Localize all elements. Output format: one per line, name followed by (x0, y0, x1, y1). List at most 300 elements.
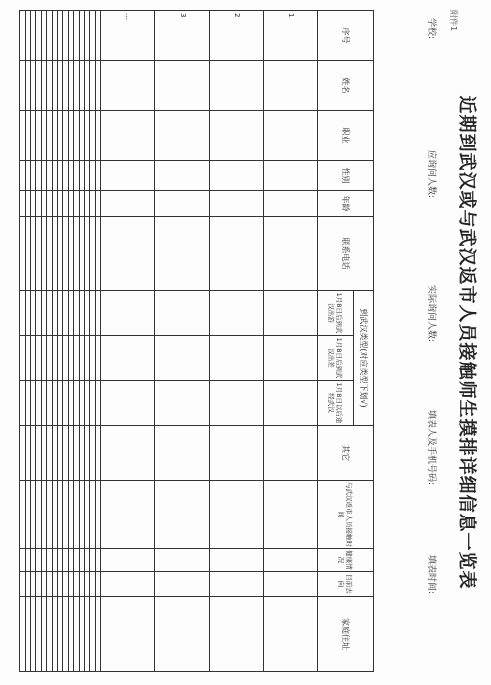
table-cell (41, 336, 46, 381)
table-cell (52, 111, 57, 161)
table-row (90, 11, 95, 672)
table-cell (36, 111, 41, 161)
table-cell (209, 597, 263, 672)
table-cell (20, 291, 26, 336)
row-seq-cell (20, 11, 26, 61)
table-cell (74, 426, 79, 481)
row-seq-cell (68, 11, 73, 61)
table-cell (90, 597, 95, 672)
table-cell (263, 549, 317, 572)
actual-count-label: 实际询问人数: (426, 285, 436, 343)
table-cell (52, 481, 57, 549)
table-cell (63, 336, 68, 381)
table-cell (47, 191, 52, 217)
table-cell (263, 161, 317, 191)
table-cell (20, 336, 26, 381)
table-cell (101, 217, 155, 291)
table-cell (58, 549, 63, 572)
table-cell (41, 291, 46, 336)
table-cell (101, 111, 155, 161)
table-cell (85, 161, 90, 191)
table-cell (101, 61, 155, 111)
table-cell (58, 217, 63, 291)
table-cell (263, 111, 317, 161)
table-cell (31, 291, 36, 336)
table-row (36, 11, 41, 672)
table-cell (209, 111, 263, 161)
table-cell (68, 61, 73, 111)
table-cell (85, 336, 90, 381)
header-type-2: 1月8日后到武汉出差 (318, 336, 354, 381)
table-cell (74, 381, 79, 426)
table-cell (74, 549, 79, 572)
table-cell (63, 61, 68, 111)
table-cell (52, 597, 57, 672)
table-cell (20, 426, 26, 481)
table-cell (52, 291, 57, 336)
table-cell (90, 336, 95, 381)
table-cell (41, 426, 46, 481)
row-seq-cell (36, 11, 41, 61)
table-cell (74, 597, 79, 672)
table-cell (85, 572, 90, 597)
table-cell (52, 549, 57, 572)
row-seq-cell (95, 11, 100, 61)
table-cell (155, 291, 209, 336)
table-cell (74, 572, 79, 597)
table-cell (85, 481, 90, 549)
table-cell (95, 291, 100, 336)
table-cell (263, 597, 317, 672)
table-cell (79, 111, 84, 161)
table-cell (52, 161, 57, 191)
table-cell (90, 381, 95, 426)
table-cell (101, 572, 155, 597)
table-cell (85, 191, 90, 217)
table-cell (74, 217, 79, 291)
table-cell (41, 572, 46, 597)
table-cell (52, 426, 57, 481)
table-cell (58, 572, 63, 597)
table-cell (58, 291, 63, 336)
table-cell (79, 161, 84, 191)
table-cell (74, 61, 79, 111)
table-cell (31, 191, 36, 217)
table-cell (209, 61, 263, 111)
table-cell (68, 481, 73, 549)
table-cell (31, 572, 36, 597)
header-whereabouts: 目前去向 (318, 572, 374, 597)
row-seq-cell: 2 (209, 11, 263, 61)
table-cell (68, 291, 73, 336)
header-contact-time: 与武汉返市人员接触时间 (318, 481, 374, 549)
table-cell (68, 572, 73, 597)
table-cell (155, 549, 209, 572)
table-row (25, 11, 30, 672)
row-seq-cell (90, 11, 95, 61)
row-seq-cell (41, 11, 46, 61)
table-cell (74, 481, 79, 549)
table-cell (47, 111, 52, 161)
table-cell (101, 426, 155, 481)
table-cell (63, 426, 68, 481)
table-cell (58, 191, 63, 217)
table-cell (20, 217, 26, 291)
table-cell (95, 572, 100, 597)
row-seq-cell (74, 11, 79, 61)
table-cell (31, 336, 36, 381)
table-cell (20, 381, 26, 426)
table-cell (155, 191, 209, 217)
table-cell (47, 481, 52, 549)
table-cell (209, 381, 263, 426)
table-cell (68, 426, 73, 481)
table-cell (95, 161, 100, 191)
table-cell (101, 161, 155, 191)
table-cell (31, 549, 36, 572)
row-seq-cell: 3 (155, 11, 209, 61)
table-cell (85, 61, 90, 111)
table-cell (90, 191, 95, 217)
table-cell (36, 336, 41, 381)
table-cell (79, 572, 84, 597)
table-cell (31, 381, 36, 426)
table-cell (101, 191, 155, 217)
table-cell (90, 549, 95, 572)
table-cell (79, 597, 84, 672)
table-cell (36, 161, 41, 191)
table-cell (263, 572, 317, 597)
table-cell (36, 291, 41, 336)
table-cell (209, 291, 263, 336)
table-cell (79, 217, 84, 291)
table-row (20, 11, 26, 672)
table-cell (263, 291, 317, 336)
table-cell (25, 481, 30, 549)
table-cell (25, 111, 30, 161)
table-cell (20, 161, 26, 191)
table-cell (79, 426, 84, 481)
header-occupation: 职业 (318, 111, 374, 161)
table-cell (25, 426, 30, 481)
table-cell (79, 291, 84, 336)
table-cell (85, 597, 90, 672)
table-cell (90, 61, 95, 111)
table-cell (209, 572, 263, 597)
table-cell (95, 61, 100, 111)
table-row (263, 11, 317, 672)
table-cell (155, 111, 209, 161)
row-seq-cell (31, 11, 36, 61)
table-cell (31, 111, 36, 161)
table-cell (20, 549, 26, 572)
table-cell (52, 381, 57, 426)
table-cell (79, 336, 84, 381)
row-seq-cell: … (101, 11, 155, 61)
table-cell (90, 111, 95, 161)
table-cell (79, 481, 84, 549)
table-row (209, 11, 263, 672)
table-cell (63, 291, 68, 336)
table-cell (58, 597, 63, 672)
table-cell (25, 549, 30, 572)
table-cell (52, 572, 57, 597)
should-count-label: 应询问人数: (426, 150, 436, 199)
table-cell (25, 291, 30, 336)
table-cell (31, 597, 36, 672)
table-cell (263, 61, 317, 111)
table-body (20, 11, 318, 672)
table-cell (25, 381, 30, 426)
table-cell (20, 191, 26, 217)
table-cell (209, 161, 263, 191)
table-cell (155, 481, 209, 549)
table-cell (58, 161, 63, 191)
table-cell (68, 597, 73, 672)
table-cell (85, 426, 90, 481)
row-seq-cell (63, 11, 68, 61)
table-cell (52, 61, 57, 111)
table-cell (101, 291, 155, 336)
row-seq-cell (47, 11, 52, 61)
school-label: 学校: (426, 18, 436, 40)
table-cell (47, 381, 52, 426)
table-cell (36, 61, 41, 111)
table-cell (155, 597, 209, 672)
row-seq-cell: 1 (263, 11, 317, 61)
table-cell (79, 61, 84, 111)
table-cell (47, 597, 52, 672)
table-cell (58, 336, 63, 381)
table-cell (209, 426, 263, 481)
table-cell (31, 481, 36, 549)
table-cell (68, 191, 73, 217)
header-seq: 序号 (318, 11, 374, 61)
table-cell (31, 426, 36, 481)
table-cell (36, 572, 41, 597)
table-cell (20, 61, 26, 111)
table-cell (63, 381, 68, 426)
table-cell (36, 426, 41, 481)
table-cell (95, 336, 100, 381)
header-health: 健康情况 (318, 549, 374, 572)
table-cell (85, 217, 90, 291)
header-age: 年龄 (318, 191, 374, 217)
table-cell (263, 481, 317, 549)
table-cell (85, 549, 90, 572)
table-cell (95, 481, 100, 549)
document-title: 近期到武汉或与武汉返市人员接触师生摸排详细信息一览表 (456, 95, 477, 590)
table-cell (25, 572, 30, 597)
table-cell (52, 217, 57, 291)
table-cell (68, 217, 73, 291)
table-cell (79, 191, 84, 217)
table-cell (90, 481, 95, 549)
table-cell (52, 336, 57, 381)
table-cell (41, 111, 46, 161)
table-row (79, 11, 84, 672)
table-cell (90, 161, 95, 191)
row-seq-cell (79, 11, 84, 61)
table-cell (25, 597, 30, 672)
table-cell (41, 597, 46, 672)
table-cell (68, 111, 73, 161)
row-seq-cell (25, 11, 30, 61)
header-phone: 联系电话 (318, 217, 374, 291)
table-cell (47, 217, 52, 291)
table-cell (68, 549, 73, 572)
table-cell (74, 191, 79, 217)
table-cell (74, 291, 79, 336)
table-cell (25, 336, 30, 381)
table-cell (155, 381, 209, 426)
table-cell (63, 572, 68, 597)
table-cell (263, 191, 317, 217)
table-cell (47, 61, 52, 111)
table-cell (95, 111, 100, 161)
table-cell (47, 549, 52, 572)
table-cell (63, 111, 68, 161)
table-cell (25, 161, 30, 191)
table-cell (90, 572, 95, 597)
table-cell (47, 336, 52, 381)
table-cell (74, 161, 79, 191)
table-cell (31, 217, 36, 291)
table-cell (63, 549, 68, 572)
table-cell (25, 191, 30, 217)
table-cell (79, 381, 84, 426)
table-cell (47, 572, 52, 597)
table-cell (95, 217, 100, 291)
table-cell (41, 549, 46, 572)
table-cell (95, 381, 100, 426)
table-row (63, 11, 68, 672)
fill-time-label: 填表时间: (426, 555, 436, 595)
table-row (74, 11, 79, 672)
table-cell (63, 597, 68, 672)
table-cell (20, 597, 26, 672)
table-cell (74, 111, 79, 161)
table-cell (95, 426, 100, 481)
table-cell (63, 191, 68, 217)
table-cell (74, 336, 79, 381)
table-cell (209, 549, 263, 572)
table-cell (36, 217, 41, 291)
table-cell (85, 381, 90, 426)
table-cell (20, 111, 26, 161)
table-cell (58, 381, 63, 426)
table-cell (31, 61, 36, 111)
table-cell (263, 381, 317, 426)
table-row (31, 11, 36, 672)
table-cell (155, 161, 209, 191)
table-cell (58, 61, 63, 111)
table-cell (101, 549, 155, 572)
table-cell (79, 549, 84, 572)
table-cell (25, 217, 30, 291)
table-row (155, 11, 209, 672)
table-cell (68, 336, 73, 381)
table-cell (68, 381, 73, 426)
table-cell (41, 381, 46, 426)
header-type-1: 1月8日后到武汉出游 (318, 291, 354, 336)
table-cell (155, 61, 209, 111)
table-cell (95, 191, 100, 217)
table-cell (36, 381, 41, 426)
table-cell (68, 161, 73, 191)
header-type-group: 到武汉类型(对应类型下划√) (354, 291, 374, 426)
table-cell (47, 161, 52, 191)
table-cell (209, 336, 263, 381)
table-cell (95, 597, 100, 672)
table-cell (101, 336, 155, 381)
table-cell (95, 549, 100, 572)
table-cell (36, 481, 41, 549)
table-cell (155, 572, 209, 597)
table-cell (209, 481, 263, 549)
table-cell (263, 336, 317, 381)
info-table (19, 10, 374, 672)
table-row (52, 11, 57, 672)
table-row (101, 11, 155, 672)
table-cell (41, 481, 46, 549)
annex-label: 附件1 (449, 10, 458, 32)
table-cell (155, 217, 209, 291)
table-cell (63, 217, 68, 291)
table-cell (58, 426, 63, 481)
header-address: 家庭住址 (318, 597, 374, 672)
table-cell (58, 481, 63, 549)
table-cell (63, 161, 68, 191)
table-cell (20, 572, 26, 597)
table-cell (101, 381, 155, 426)
row-seq-cell (52, 11, 57, 61)
table-cell (25, 61, 30, 111)
table-cell (52, 191, 57, 217)
filler-phone-label: 填表人及手机号码: (426, 410, 436, 486)
table-cell (36, 549, 41, 572)
table-cell (41, 61, 46, 111)
table-cell (101, 597, 155, 672)
table-cell (209, 191, 263, 217)
table-cell (20, 481, 26, 549)
table-cell (85, 291, 90, 336)
table-cell (155, 426, 209, 481)
table-cell (155, 336, 209, 381)
table-cell (263, 217, 317, 291)
header-name: 姓名 (318, 61, 374, 111)
table-cell (209, 217, 263, 291)
header-gender: 性别 (318, 161, 374, 191)
table-row (68, 11, 73, 672)
table-cell (63, 481, 68, 549)
table-cell (85, 111, 90, 161)
table-cell (41, 217, 46, 291)
table-row (58, 11, 63, 672)
row-seq-cell (58, 11, 63, 61)
table-cell (36, 597, 41, 672)
table-cell (101, 481, 155, 549)
row-seq-cell (85, 11, 90, 61)
table-cell (47, 291, 52, 336)
header-other: 其它 (318, 426, 374, 481)
table-cell (41, 161, 46, 191)
table-cell (31, 161, 36, 191)
header-type-3: 1月8日以后途经武汉 (318, 381, 354, 426)
table-row (85, 11, 90, 672)
table-cell (58, 111, 63, 161)
table-row (41, 11, 46, 672)
